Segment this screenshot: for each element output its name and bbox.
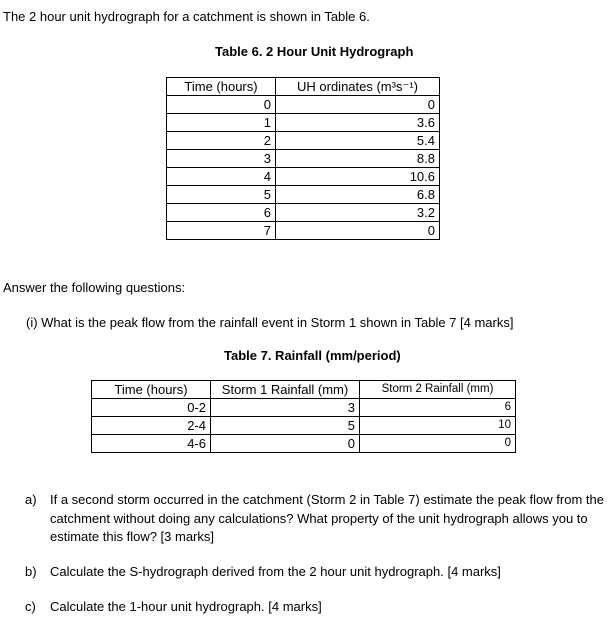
- column-header-time: Time (hours): [92, 381, 211, 399]
- question-text: If a second storm occurred in the catchment (Storm 2 in Table 7) estimate the peak flow from the catchment without doing any calculations? What property of the unit hydrograph allows you to estimate this flow? [3 marks]: [50, 492, 604, 544]
- table-row: [167, 168, 440, 186]
- column-header-uh-ordinates: UH ordinates (m³s⁻¹): [276, 78, 440, 96]
- uh-ordinate-cell: 10.6: [276, 168, 440, 186]
- uh-ordinate-cell: 3.6: [276, 114, 440, 132]
- unit-hydrograph-table: [166, 77, 440, 240]
- question-label: a): [25, 492, 37, 507]
- table-header-row: [167, 78, 440, 96]
- uh-ordinate-cell: 0: [276, 222, 440, 240]
- period-cell: 4-6: [92, 435, 211, 453]
- question-text: Calculate the S-hydrograph derived from the 2 hour unit hydrograph. [4 marks]: [50, 564, 501, 579]
- table-row: [167, 114, 440, 132]
- uh-ordinate-cell: 6.8: [276, 186, 440, 204]
- storm1-cell: 0: [211, 435, 360, 453]
- time-cell: 0: [167, 96, 276, 114]
- storm2-cell: 0: [360, 435, 516, 453]
- table7-caption: Table 7. Rainfall (mm/period): [224, 348, 401, 363]
- time-cell: 1: [167, 114, 276, 132]
- table-row: [167, 186, 440, 204]
- time-cell: 7: [167, 222, 276, 240]
- table-row: [167, 204, 440, 222]
- table-row: [92, 417, 516, 435]
- storm1-cell: 3: [211, 399, 360, 417]
- table-row: [167, 150, 440, 168]
- intro-text: The 2 hour unit hydrograph for a catchment is shown in Table 6.: [3, 9, 370, 24]
- period-cell: 2-4: [92, 417, 211, 435]
- question-a: [25, 491, 605, 547]
- time-cell: 3: [167, 150, 276, 168]
- question-i: (i) What is the peak flow from the rainfall event in Storm 1 shown in Table 7 [4 marks]: [26, 315, 514, 330]
- column-header-storm2: Storm 2 Rainfall (mm): [360, 381, 516, 399]
- column-header-time: Time (hours): [167, 78, 276, 96]
- question-c: [25, 598, 605, 617]
- table-row: [92, 399, 516, 417]
- storm2-cell: 10: [360, 417, 516, 435]
- rainfall-table: [91, 380, 516, 453]
- storm2-cell: 6: [360, 399, 516, 417]
- table-row: [167, 132, 440, 150]
- question-label: b): [25, 564, 37, 579]
- table-header-row: [92, 381, 516, 399]
- answer-prompt: Answer the following questions:: [3, 280, 186, 295]
- time-cell: 2: [167, 132, 276, 150]
- question-text: Calculate the 1-hour unit hydrograph. [4 marks]: [50, 599, 322, 614]
- table6-caption: Table 6. 2 Hour Unit Hydrograph: [215, 44, 414, 59]
- question-label: c): [25, 599, 36, 614]
- column-header-storm1: Storm 1 Rainfall (mm): [211, 381, 360, 399]
- period-cell: 0-2: [92, 399, 211, 417]
- table-row: [167, 96, 440, 114]
- table-row: [92, 435, 516, 453]
- storm1-cell: 5: [211, 417, 360, 435]
- time-cell: 4: [167, 168, 276, 186]
- uh-ordinate-cell: 8.8: [276, 150, 440, 168]
- table-row: [167, 222, 440, 240]
- uh-ordinate-cell: 0: [276, 96, 440, 114]
- time-cell: 5: [167, 186, 276, 204]
- time-cell: 6: [167, 204, 276, 222]
- question-b: [25, 563, 605, 582]
- uh-ordinate-cell: 5.4: [276, 132, 440, 150]
- uh-ordinate-cell: 3.2: [276, 204, 440, 222]
